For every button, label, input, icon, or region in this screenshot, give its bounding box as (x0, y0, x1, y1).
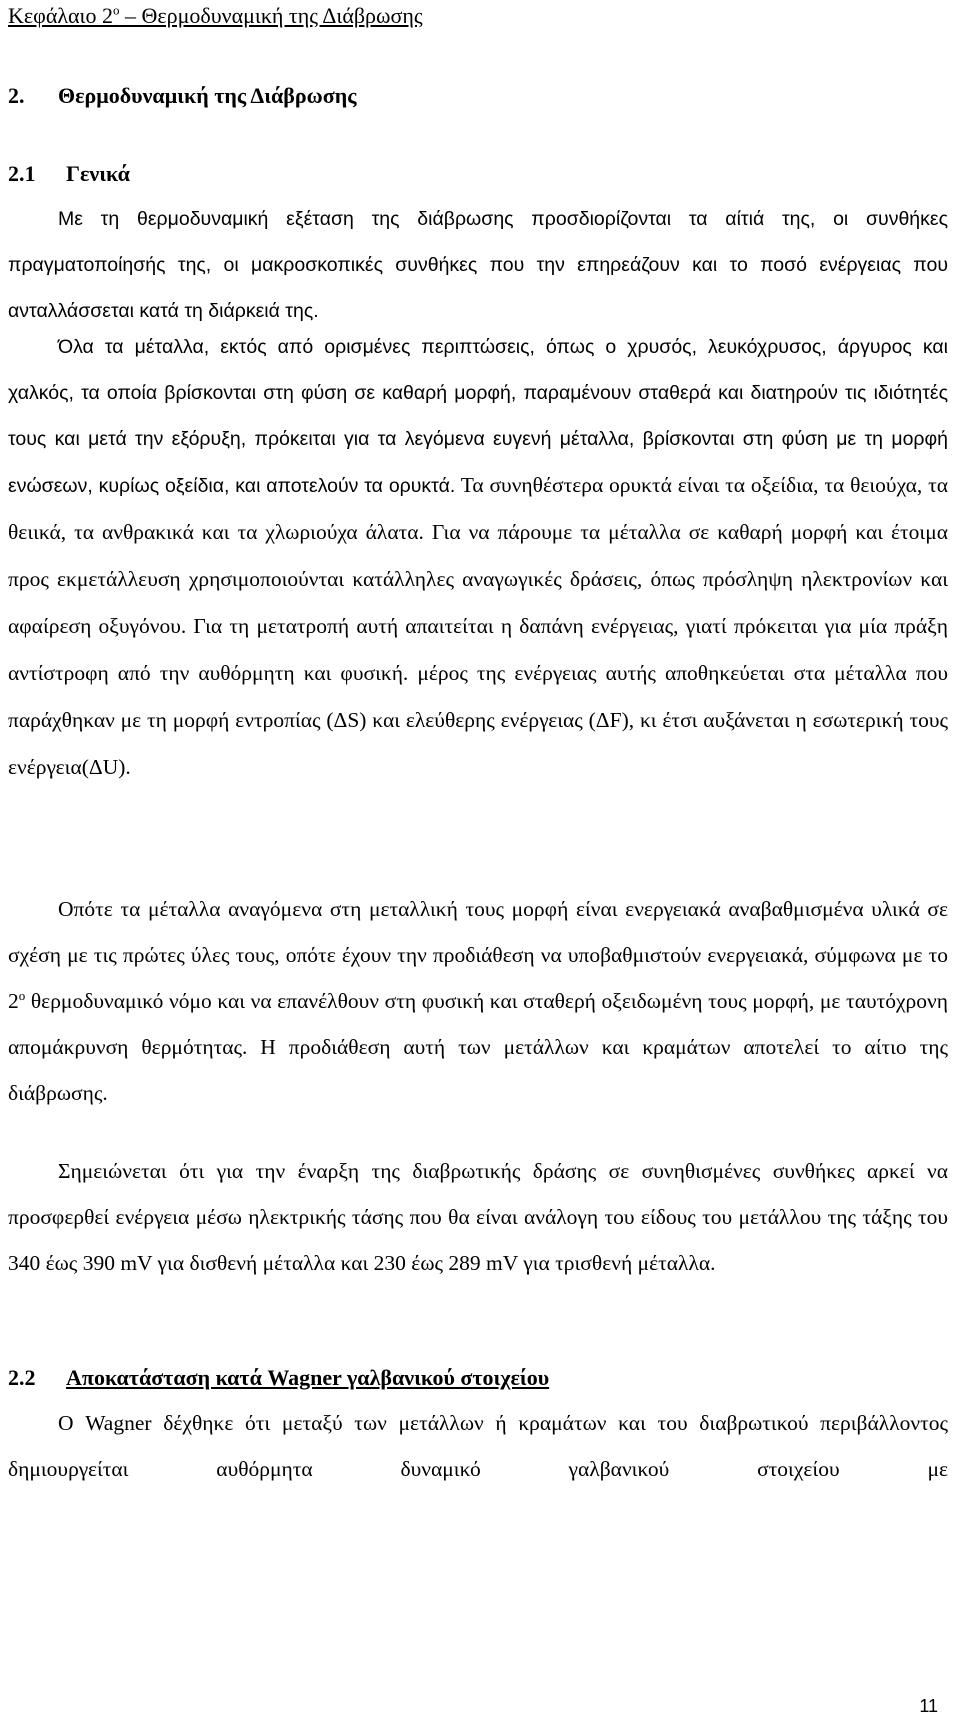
section-number: 2.1 (8, 161, 36, 186)
paragraph-metals-part2: Τα συνηθέστερα ορυκτά είναι τα οξείδια, τα θειούχα, τα θειικά, τα ανθρακικά και τα χλωριούχα άλατα. Για να πάρουμε τα μέταλλα σε καθαρή μορφή και έτοιμα προς εκμετάλλευση χρησιμοποιούνται κατάλληλες αναγωγικές δράσεις, όπως πρόσληψη ηλεκτρονίων και αφαίρεση οξυγόνου. Για τη μετατροπή αυτή απαιτείται η δαπάνη ενέργειας, γιατί πρόκειται για μία πράξη αντίστροφη από την αυθόρμητη και φυσική. μέρος της ενέργειας αυτής αποθηκεύεται στα μέταλλα που παράχθηκαν με τη μορφή εντροπίας (ΔS) και ελεύθερης ενέργειας (ΔF), κι έτσι αυξάνεται η εσωτερική τους ενέργεια(ΔU). (8, 473, 949, 779)
page-number: 11 (919, 1696, 938, 1716)
paragraph-intro: Με τη θερμοδυναμική εξέταση της διάβρωσης προσδιορίζονται τα αίτιά της, οι συνθήκες πραγματοποίησής της, οι μακροσκοπικές συνθήκες που την επηρεάζουν και το ποσό ενέργειας που ανταλλάσσεται κατά τη διάρκειά της. (8, 208, 948, 322)
chapter-heading (8, 80, 356, 112)
chapter-title: Θερμοδυναμική της Διάβρωσης (58, 83, 357, 108)
running-header (8, 0, 423, 32)
section-title: Αποκατάσταση κατά Wagner γαλβανικού στοιχείου (66, 1365, 550, 1390)
header-title: – Θερμοδυναμική της Διάβρωσης (119, 3, 423, 28)
paragraph-reduction-part2: θερμοδυναμικό νόμο και να επανέλθουν στη φυσική και σταθερή οξειδωμένη τους μορφή, με ταυτόχρονη απομάκρυνση θερμότητας. Η προδιάθεση αυτή των μετάλλων και κραμάτων αποτελεί το αίτιο της διάβρωσης. (8, 989, 948, 1105)
paragraph-reduction-part1: Οπότε τα μέταλλα αναγόμενα στη μεταλλική τους μορφή είναι ενεργειακά αναβαθμισμένα υλικά σε σχέση με τις πρώτες ύλες τους, οπότε έχουν την προδιάθεση να υποβαθμιστούν ενεργειακά, σύμφωνα με το 2 (8, 897, 948, 1013)
paragraph-reduction (8, 886, 948, 1116)
paragraph-voltage: Σημειώνεται ότι για την έναρξη της διαβρωτικής δράσης σε συνηθισμένες συνθήκες αρκεί να προσφερθεί ενέργεια μέσω ηλεκτρικής τάσης που θα είναι ανάλογη του είδους του μετάλλου της τάξης του 340 έως 390 mV για δισθενή μέταλλα και 230 έως 289 mV για τρισθενή μέταλλα. (8, 1159, 948, 1275)
section-heading-2-2 (8, 1362, 549, 1394)
header-chapter: Κεφάλαιο 2 (8, 3, 113, 28)
paragraph-wagner: Ο Wagner δέχθηκε ότι μεταξύ των μετάλλων ή κραμάτων και του διαβρωτικού περιβάλλοντος δημιουργείται αυθόρμητα δυναμικό γαλβανικού στοιχείου με (8, 1411, 948, 1481)
section-heading-2-1 (8, 158, 130, 190)
superscript-o: ο (18, 987, 26, 1003)
section-title: Γενικά (66, 161, 130, 186)
paragraph-metals (8, 324, 948, 791)
section-number: 2.2 (8, 1365, 36, 1390)
paragraph-metals-part1: Όλα τα μέταλλα, εκτός από ορισμένες περιπτώσεις, όπως ο χρυσός, λευκόχρυσος, άργυρος και χαλκός, τα οποία βρίσκονται στη φύση σε καθαρή μορφή, παραμένουν σταθερά και διατηρούν τις ιδιότητές τους και μετά την εξόρυξη, πρόκειται για τα λεγόμενα ευγενή μέταλλα, βρίσκονται στη φύση με τη μορφή ενώσεων, κυρίως οξείδια, και αποτελούν τα ορυκτά. (8, 336, 948, 497)
chapter-number: 2. (8, 83, 25, 108)
header-superscript: ο (112, 2, 120, 18)
